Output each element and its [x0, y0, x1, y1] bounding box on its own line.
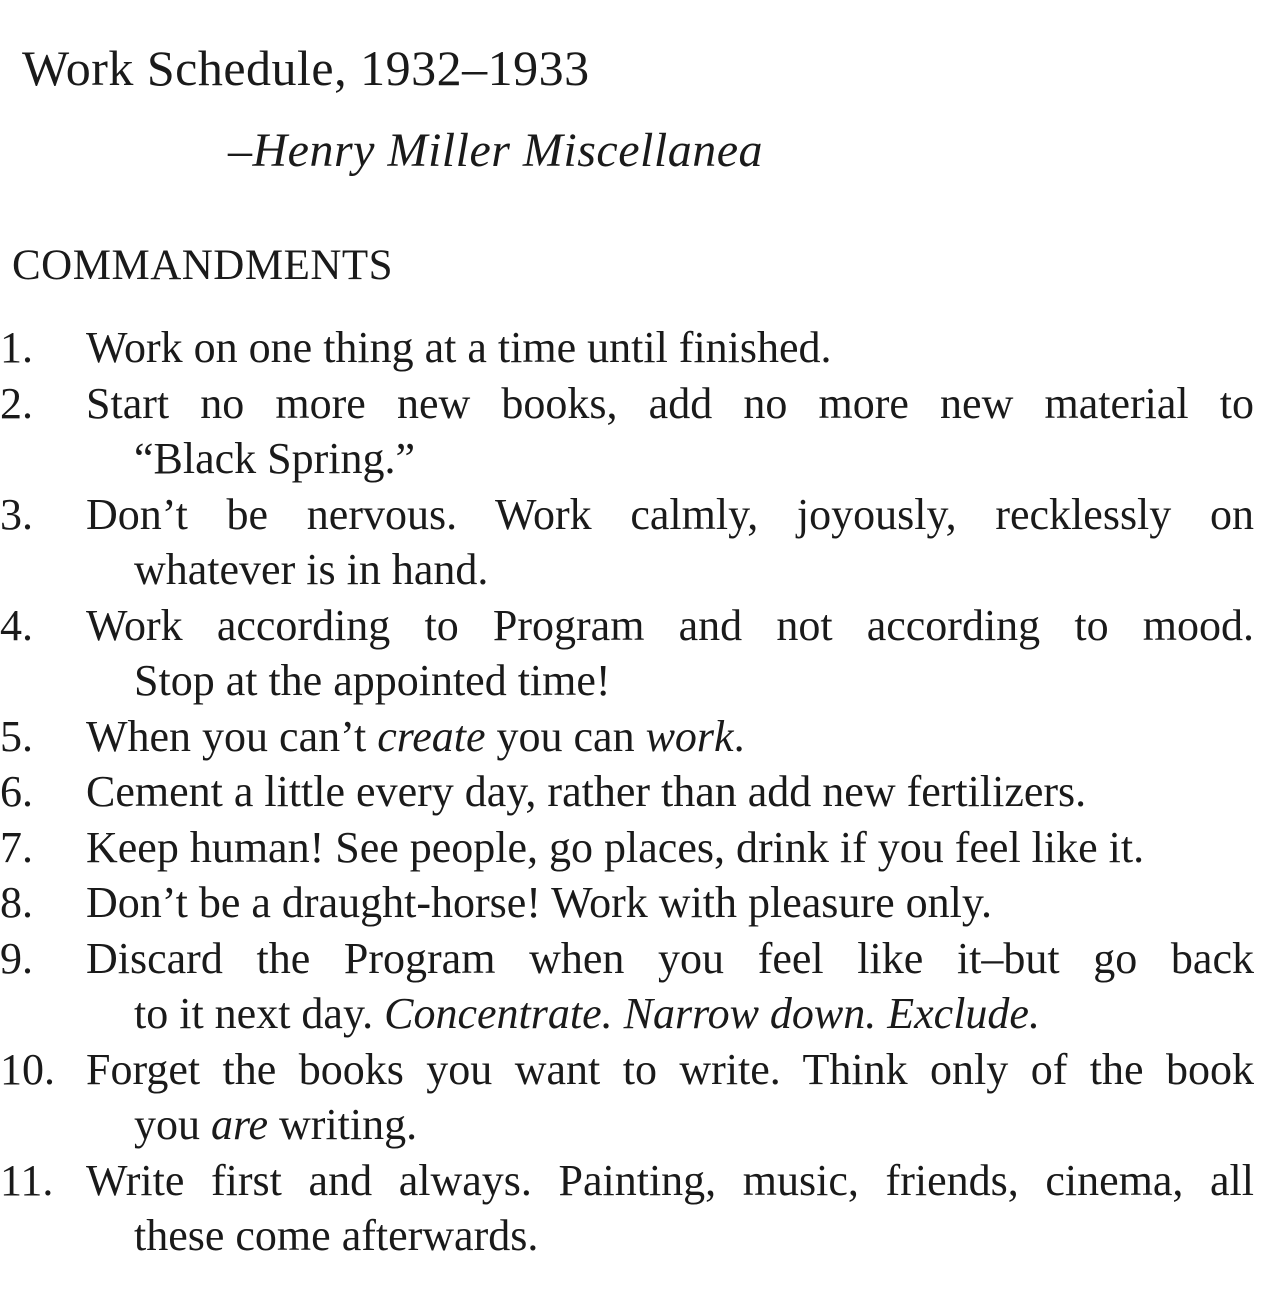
commandment-line [86, 376, 1254, 432]
commandment-line [86, 1042, 1254, 1098]
commandment-line [86, 820, 1254, 876]
commandment-item [0, 1042, 1284, 1153]
commandment-item [0, 376, 1284, 487]
commandment-emphasis: Concentrate. Narrow down. Exclude. [384, 989, 1040, 1038]
commandment-item [0, 764, 1284, 820]
commandment-item [0, 320, 1284, 376]
commandment-text: Keep human! See people, go places, drink if you feel like it. [86, 822, 1145, 872]
commandment-line [86, 1153, 1254, 1209]
commandment-line [86, 598, 1254, 654]
commandment-line [86, 764, 1254, 820]
commandment-number: 7. [0, 822, 33, 872]
commandment-line [86, 986, 1254, 1042]
commandment-text: Work according to Program and not according to mood. [86, 600, 1254, 650]
document-attribution: –Henry Miller Miscellanea [228, 124, 764, 177]
commandment-line [86, 431, 1254, 487]
commandment-text: you [134, 1100, 211, 1149]
commandment-text: Start no more new books, add no more new material to [86, 378, 1254, 428]
commandments-list [0, 320, 1284, 1264]
commandment-emphasis: are [211, 1100, 269, 1149]
commandment-number: 10. [0, 1044, 55, 1094]
commandment-emphasis: work [645, 711, 734, 761]
commandment-text: Discard the Program when you feel like it–but go back [86, 933, 1254, 983]
commandment-number: 5. [0, 711, 33, 761]
document-title: Work Schedule, 1932–1933 [22, 40, 590, 96]
commandment-number: 9. [0, 933, 33, 983]
commandment-text: . [733, 711, 745, 761]
commandment-line [86, 320, 1254, 376]
commandment-item [0, 598, 1284, 709]
commandment-number: 6. [0, 767, 33, 816]
commandment-text: Work on one thing at a time until finished. [86, 323, 832, 372]
commandment-line [86, 931, 1254, 987]
commandment-text: Stop at the appointed time! [134, 656, 611, 705]
commandment-line [86, 709, 1254, 765]
commandment-line [86, 653, 1254, 709]
commandment-text: Don’t be nervous. Work calmly, joyously, recklessly on [86, 489, 1254, 539]
commandment-line [86, 1208, 1254, 1264]
commandment-text: When you can’t [86, 711, 378, 761]
commandment-item [0, 487, 1284, 598]
commandment-item [0, 709, 1284, 765]
commandment-text: Write first and always. Painting, music, friends, cinema, all [86, 1155, 1254, 1205]
commandment-emphasis: create [377, 711, 486, 761]
commandment-text: Cement a little every day, rather than add new fertilizers. [86, 767, 1087, 816]
commandment-number: 8. [0, 878, 33, 927]
commandment-text: to it next day. [134, 989, 385, 1038]
commandment-item [0, 820, 1284, 876]
commandment-line [86, 1097, 1254, 1153]
commandment-item [0, 1153, 1284, 1264]
commandment-text: Don’t be a draught-horse! Work with pleasure only. [86, 878, 992, 927]
commandment-number: 1. [0, 323, 33, 372]
commandment-number: 11. [0, 1155, 54, 1205]
commandment-line [86, 875, 1254, 931]
commandment-number: 3. [0, 489, 33, 539]
section-heading: COMMANDMENTS [12, 242, 394, 289]
commandment-line [86, 487, 1254, 543]
commandment-line [86, 542, 1254, 598]
commandment-text: whatever is in hand. [134, 545, 489, 594]
commandment-text: these come afterwards. [134, 1211, 539, 1260]
commandment-text: you can [485, 711, 646, 761]
commandment-item [0, 875, 1284, 931]
commandment-text: “Black Spring.” [134, 434, 416, 483]
commandment-text: writing. [268, 1100, 418, 1149]
commandment-number: 4. [0, 600, 33, 650]
commandment-number: 2. [0, 378, 33, 428]
commandment-item [0, 931, 1284, 1042]
commandment-text: Forget the books you want to write. Think only of the book [86, 1044, 1254, 1094]
